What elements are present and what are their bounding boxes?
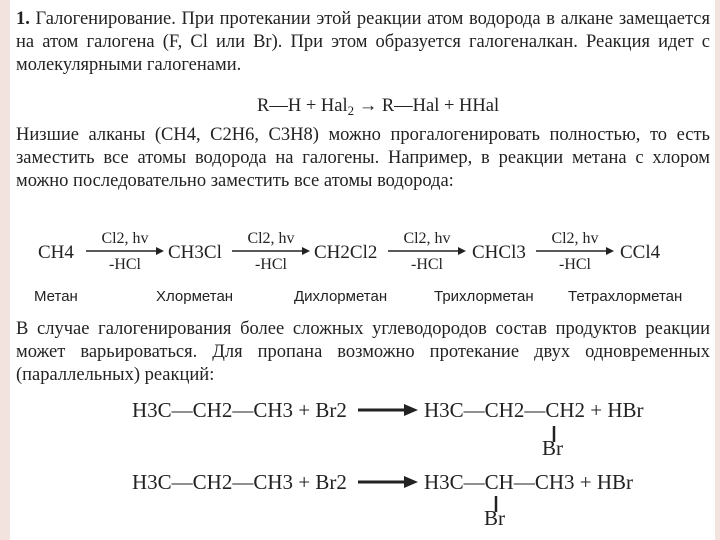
arrow-3-reagent: Cl2, hv <box>403 230 451 247</box>
paragraph-2-text: Низшие алканы (CH4, C2H6, C3H8) можно прогалогенировать полностью, то есть заместить все атомы водорода на галогены. Например, в реакции метана с хлором можно последовательно заместить все атомы водорода: <box>16 125 710 191</box>
paragraph-halogenation <box>16 8 710 77</box>
reaction-1-bromine-substituent: Br <box>542 436 563 460</box>
compound-chcl3: CHCl3 <box>472 242 526 263</box>
right-margin-bar <box>715 0 720 540</box>
paragraph-propane <box>16 318 710 387</box>
arrow-1-icon <box>86 247 164 255</box>
reaction-arrow-1 <box>86 228 164 272</box>
reaction-1-products: H3C—CH2—CH2 + HBr <box>424 398 644 422</box>
arrow-2-reagent: Cl2, hv <box>247 230 295 247</box>
paragraph-lower-alkanes <box>16 124 710 193</box>
document-page <box>10 0 715 540</box>
left-margin-bar <box>0 0 10 540</box>
reaction-2-bromine-substituent: Br <box>484 506 505 530</box>
reaction-arrow-3 <box>388 228 466 272</box>
name-chloromethane: Хлорметан <box>156 288 234 305</box>
general-equation-reactant: R—H + Hal <box>257 96 348 116</box>
compound-ch2cl2: CH2Cl2 <box>314 242 378 263</box>
compound-ccl4: CCl4 <box>620 242 661 263</box>
arrow-4-byproduct: -HCl <box>559 256 591 273</box>
name-dichloromethane: Дихлорметан <box>294 288 388 305</box>
name-tetrachloromethane: Тетрахлорметан <box>568 288 683 305</box>
arrow-2-icon <box>232 247 310 255</box>
reaction-arrow-2 <box>232 228 310 272</box>
arrow-3-icon <box>388 247 466 255</box>
arrow-1-byproduct: -HCl <box>109 256 141 273</box>
compound-ch3cl: CH3Cl <box>168 242 222 263</box>
arrow-1-reagent: Cl2, hv <box>101 230 149 247</box>
reaction-1-reactants: H3C—CH2—CH3 + Br2 <box>132 398 347 422</box>
reaction-2-reactants: H3C—CH2—CH3 + Br2 <box>132 470 347 494</box>
reaction-2-arrow-icon <box>358 476 418 488</box>
paragraph-1-text: Галогенирование. При протекании этой реакции атом водорода в алкане замещается на атом галогена (F, Cl или Br). При этом образуется галогеналкан. Реакция идет с молекулярными галогенами. <box>16 9 711 75</box>
reaction-1-arrow-icon <box>358 404 418 416</box>
arrow-4-icon <box>536 247 614 255</box>
paragraph-3-text: В случае галогенирования более сложных углеводородов состав продуктов реакции может варьироваться. Для пропана возможно протекание двух одновременных (параллельных) реакций: <box>16 319 710 385</box>
arrow-3-byproduct: -HCl <box>411 256 443 273</box>
compound-ch4: CH4 <box>38 242 74 263</box>
general-equation-arrow: → <box>358 96 378 116</box>
reaction-2-products: H3C—CH—CH3 + HBr <box>424 470 634 494</box>
arrow-4-reagent: Cl2, hv <box>551 230 599 247</box>
general-equation-product: R—Hal + HHal <box>381 96 500 116</box>
methane-chlorination-chain <box>10 228 715 308</box>
arrow-2-byproduct: -HCl <box>255 256 287 273</box>
general-equation <box>257 96 499 119</box>
name-methane: Метан <box>34 288 78 305</box>
general-equation-subscript: 2 <box>347 102 355 118</box>
name-trichloromethane: Трихлорметан <box>434 288 534 305</box>
reaction-arrow-4 <box>536 228 614 272</box>
section-number: 1. <box>16 9 30 29</box>
